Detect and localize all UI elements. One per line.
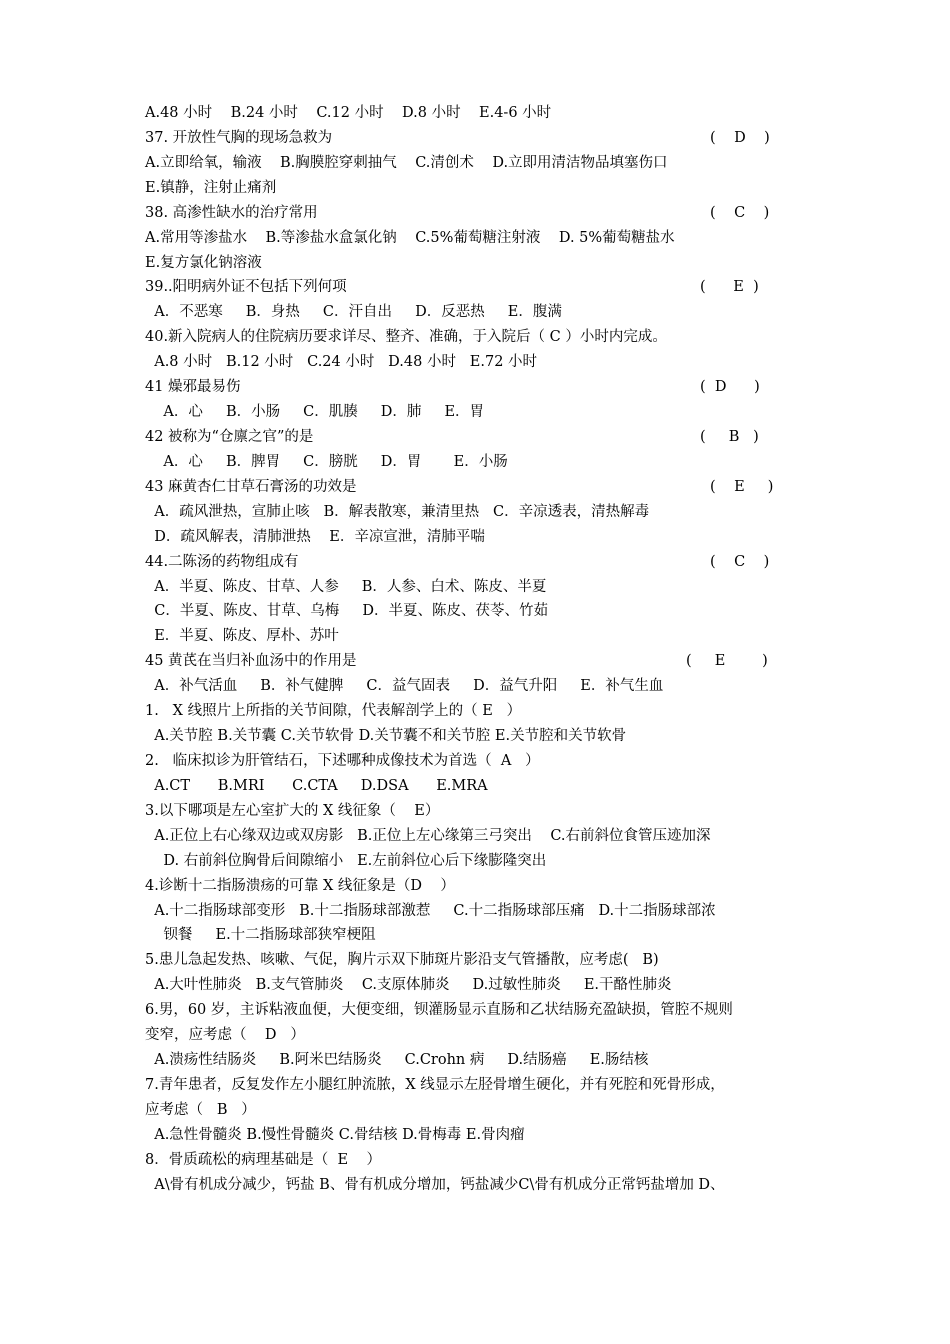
text-line: A.关节腔 B.关节囊 C.关节软骨 D.关节囊不和关节腔 E.关节腔和关节软骨: [145, 728, 627, 744]
text-line: E.镇静，注射止痛剂: [145, 180, 277, 196]
text-line: A.CT B.MRI C.CTA D.DSA E.MRA: [145, 778, 488, 794]
text-line: A．疏风泄热，宣肺止咳 B．解表散寒，兼清里热 C．辛凉透表，清热解毒: [145, 504, 650, 520]
text-line: 3.以下哪项是左心室扩大的 X 线征象（ E）: [145, 803, 440, 819]
text-line: E．半夏、陈皮、厚朴、苏叶: [145, 628, 339, 644]
text-line: 41 燥邪最易伤: [145, 379, 241, 395]
text-line: A．补气活血 B．补气健脾 C．益气固表 D．益气升阳 E．补气生血: [145, 678, 664, 694]
text-line: 2. 临床拟诊为肝管结石，下述哪种成像技术为首选（ A ）: [145, 753, 540, 769]
text-line: 44.二陈汤的药物组成有: [145, 554, 299, 570]
text-line: 7.青年患者，反复发作左小腿红肿流脓，X 线显示左胫骨增生硬化，并有死腔和死骨形成，: [145, 1077, 725, 1093]
text-line: 8．骨质疏松的病理基础是（ E ）: [145, 1152, 381, 1168]
text-line: 应考虑（ B ）: [145, 1102, 256, 1118]
text-line: A.8 小时 B.12 小时 C.24 小时 D.48 小时 E.72 小时: [145, 354, 538, 370]
text-line: A.急性骨髓炎 B.慢性骨髓炎 C.骨结核 D.骨梅毒 E.骨肉瘤: [145, 1127, 525, 1143]
answer-bracket: ( D ): [710, 130, 770, 146]
text-line: 1. X 线照片上所指的关节间隙，代表解剖学上的（ E ）: [145, 703, 522, 719]
text-line: 5.患儿急起发热、咳嗽、气促，胸片示双下肺斑片影沿支气管播散，应考虑( B): [145, 952, 659, 968]
text-line: 6.男，60 岁，主诉粘液血便，大便变细，钡灌肠显示直肠和乙状结肠充盈缺损，管腔不规则: [145, 1002, 733, 1018]
answer-bracket: ( C ): [710, 554, 770, 570]
text-line: 变窄，应考虑（ D ）: [145, 1027, 305, 1043]
text-line: 39..阳明病外证不包括下列何项: [145, 279, 347, 295]
text-line: D. 右前斜位胸骨后间隙缩小 E.左前斜位心后下缘膨隆突出: [145, 853, 547, 869]
text-line: D．疏风解表，清肺泄热 E．辛凉宣泄，清肺平喘: [145, 529, 485, 545]
text-line: A.正位上右心缘双边或双房影 B.正位上左心缘第三弓突出 C.右前斜位食管压迹加深: [145, 828, 711, 844]
text-line: 45 黄芪在当归补血汤中的作用是: [145, 653, 357, 669]
text-line: A．不恶寒 B．身热 C．汗自出 D．反恶热 E．腹满: [145, 304, 562, 320]
answer-bracket: ( C ): [710, 205, 770, 221]
answer-bracket: ( E ): [686, 653, 768, 669]
answer-bracket: ( E ): [710, 479, 774, 495]
text-line: E.复方氯化钠溶液: [145, 255, 262, 271]
text-line: A．心 B．小肠 C．肌腠 D．肺 E．胃: [145, 404, 485, 420]
answer-bracket: ( B ): [700, 429, 759, 445]
text-line: A.常用等渗盐水 B.等渗盐水盒氯化钠 C.5%葡萄糖注射液 D. 5%葡萄糖盐水: [145, 230, 675, 246]
text-line: A.立即给氧，输液 B.胸膜腔穿刺抽气 C.清创术 D.立即用清洁物品填塞伤口: [145, 155, 668, 171]
text-line: C．半夏、陈皮、甘草、乌梅 D．半夏、陈皮、茯苓、竹茹: [145, 603, 548, 619]
text-line: 4.诊断十二指肠溃疡的可靠 X 线征象是（D ）: [145, 878, 455, 894]
text-line: A．半夏、陈皮、甘草、人参 B．人参、白术、陈皮、半夏: [145, 579, 547, 595]
text-line: A.大叶性肺炎 B.支气管肺炎 C.支原体肺炎 D.过敏性肺炎 E.干酪性肺炎: [145, 977, 672, 993]
text-line: A．心 B．脾胃 C．膀胱 D．胃 E．小肠: [145, 454, 508, 470]
text-line: 43 麻黄杏仁甘草石膏汤的功效是: [145, 479, 357, 495]
text-line: A\骨有机成分减少，钙盐 B、骨有机成分增加，钙盐减少C\骨有机成分正常钙盐增加 D、: [145, 1177, 725, 1193]
text-line: 38. 高渗性缺水的治疗常用: [145, 205, 318, 221]
answer-bracket: ( E ): [700, 279, 759, 295]
text-line: A.十二指肠球部变形 B.十二指肠球部激惹 C.十二指肠球部压痛 D.十二指肠球部浓: [145, 903, 716, 919]
answer-bracket: ( D ): [700, 379, 760, 395]
text-line: A.48 小时 B.24 小时 C.12 小时 D.8 小时 E.4-6 小时: [145, 105, 552, 121]
text-line: 37. 开放性气胸的现场急救为: [145, 130, 333, 146]
text-line: 42 被称为“仓廪之官”的是: [145, 429, 314, 445]
text-line: 钡餐 E.十二指肠球部狭窄梗阻: [145, 927, 376, 943]
text-line: A.溃疡性结肠炎 B.阿米巴结肠炎 C.Crohn 病 D.结肠癌 E.肠结核: [145, 1052, 649, 1068]
text-line: 40.新入院病人的住院病历要求详尽、整齐、准确，于入院后（ C ）小时内完成。: [145, 329, 667, 345]
